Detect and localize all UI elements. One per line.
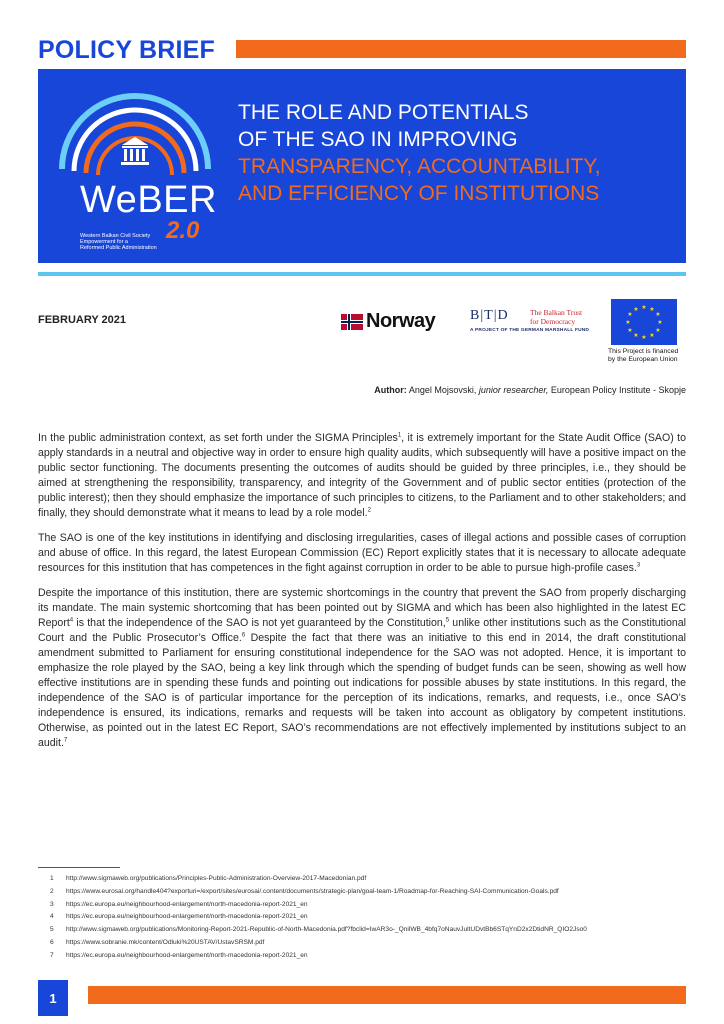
footer-accent-bar <box>88 986 686 1004</box>
footnote-link[interactable]: https://ec.europa.eu/neighbourhood-enlargement/north-macedonia-report-2021_en <box>66 900 308 908</box>
footnote-rule <box>38 867 120 868</box>
btd-name: The Balkan Trust for Democracy <box>530 308 583 326</box>
footnote-ref: 7 <box>63 737 68 744</box>
footnote-link[interactable]: http://www.sigmaweb.org/publications/Principles-Public-Administration-Overview-2017-Macedonian.pdf <box>66 875 367 882</box>
author-name: Angel Mojsovski, <box>408 385 477 395</box>
footnote-link[interactable]: https://ec.europa.eu/neighbourhood-enlargement/north-macedonia-report-2021_en <box>66 913 308 921</box>
btd-logo <box>470 308 590 333</box>
norway-flag-icon <box>341 314 363 330</box>
footnote-link[interactable]: https://ec.europa.eu/neighbourhood-enlargement/north-macedonia-report-2021_en <box>66 951 308 959</box>
svg-text:★: ★ <box>633 306 639 313</box>
weber-wordmark: WeBER <box>80 179 217 221</box>
eu-caption: This Project is financed by the European Union <box>608 348 679 363</box>
svg-text:★: ★ <box>649 332 655 339</box>
brief-label: POLICY BRIEF <box>38 36 215 64</box>
banner-underline <box>38 272 686 276</box>
footnote-ref: 6 <box>241 632 246 639</box>
page-number: 1 <box>38 980 68 1016</box>
footnote-link[interactable]: https://www.eurosai.org/handle404?exporturi=/export/sites/eurosai/.content/documents/strategic-plan/goal-team-1/Roadmap-for-Reaching-SAI-Communication-Goals.pdf <box>66 887 559 895</box>
author-role: junior researcher, <box>478 385 549 395</box>
svg-text:★: ★ <box>627 311 633 318</box>
publication-date: FEBRUARY 2021 <box>38 314 127 326</box>
svg-text:★: ★ <box>627 327 633 334</box>
author-org: European Policy Institute - Skopje <box>550 385 686 395</box>
title-banner <box>38 69 686 263</box>
footnote-ref: 5 <box>445 617 450 624</box>
footnote: 3 https://ec.europa.eu/neighbourhood-enlargement/north-macedonia-report-2021_en <box>50 900 308 908</box>
footnote-link[interactable]: http://www.sigmaweb.org/publications/Monitoring-Report-2021-Republic-of-North-Macedonia.pdf?fbclid=IwAR3o-_QnilWB_4bfq7oNauvJultUDvtBb6STqYnD2x2DtidNR_QIO2Jso0 <box>66 926 587 934</box>
svg-text:★: ★ <box>633 332 639 339</box>
footnote-ref: 3 <box>636 562 641 569</box>
footnote-ref: 1 <box>397 432 402 439</box>
footnote: 7 https://ec.europa.eu/neighbourhood-enlargement/north-macedonia-report-2021_en <box>50 951 308 959</box>
footnotes <box>38 873 698 963</box>
svg-text:★: ★ <box>657 319 663 326</box>
logo-subtitle: Western Balkan Civil Society Empowerment for a Reformed Public Administration <box>80 233 157 251</box>
brief-title: THE ROLE AND POTENTIALS OF THE SAO IN IMPROVING TRANSPARENCY, ACCOUNTABILITY, AND EFFICIENCY OF INSTITUTIONS <box>238 101 601 205</box>
footnote: 5 http://www.sigmaweb.org/publications/Monitoring-Report-2021-Republic-of-North-Macedonia.pdf?fbclid=IwAR3o-_QnilWB_4bfq7oNauvJultUDvtBb6STqYnD2x2DtidNR_QIO2Jso0 <box>50 926 587 934</box>
svg-text:★: ★ <box>655 311 661 318</box>
weber-logo <box>50 77 220 257</box>
weber-version: 2.0 <box>166 217 200 244</box>
footnote-ref: 4 <box>69 617 74 624</box>
paragraph-2: The SAO is one of the key institutions in identifying and disclosing irregularities, cases of illegal actions and possible cases of corruption and abuse of office. In this regard, the latest European Commission (EC) Report explicitly states that it is necessary to allocate adequate resources for this institution that has competences in the fight against corruption in order to be able to pursue high-profile cases.$^3$ <box>38 532 686 574</box>
footnote-ref: 2 <box>367 507 371 514</box>
svg-text:★: ★ <box>641 304 647 311</box>
footnote-link[interactable]: https://www.sobranie.mk/content/Odluki%20USTAV/UstavSRSM.pdf <box>66 938 265 946</box>
btd-subtitle: A PROJECT OF THE GERMAN MARSHALL FUND <box>470 328 590 333</box>
footnote: 6 https://www.sobranie.mk/content/Odluki%20USTAV/UstavSRSM.pdf <box>50 938 265 946</box>
paragraph-1: In the public administration context, as set forth under the SIGMA Principles$^1$, it is extremely important for the State Audit Office (SAO) to apply standards in a neutral and objective way in order to ensure high quality audits, which subsequently will have a positive impact on the public sector functioning. The documents presenting the outcomes of audits should be guided by three principles, i.e., they should be aimed at strengthening the responsibility, transparency, and integrity of the Government and of public sector entities (protection of the public interest); then they should emphasize the importance of such principles to citizens, to the Parliament and to other stakeholders; and finally, they should demonstrate what it means to lead by a role model.$^2$ <box>38 432 686 519</box>
footnote: 4 https://ec.europa.eu/neighbourhood-enlargement/north-macedonia-report-2021_en <box>50 913 308 921</box>
btd-mark: B|T|D <box>470 308 509 323</box>
paragraph-3: Despite the importance of this institution, there are systemic shortcomings in the country that prevent the SAO from properly discharging its mandate. The main systemic shortcoming that has been pointed out by SIGMA and which has been also highlighted in the latest EC Report$^4$ is that the independence of the SAO is not yet guaranteed by the Constitution,$^5$ unlike other institutions such as the Constitutional Court and the Public Prosecutor’s Office.$^6$ Despite the fact that there was an initiative to this end in 2014, the draft constitutional amendment submitted to Parliament for ensuring constitutional independence for the SAO was not adopted. Hence, it is important to emphasize the role played by the SAO, being a key link through which the spending of budget funds can be seen, showing as well how effective institutions are in spending these funds and pointing out indications for possible abuses by state institutions. In this regard, the independence of the SAO is of particular importance for the perception of its indications, remarks, and requests, i.e., once SAO’s independence is ensured, its indications, remarks and requests will be taken into account as obligatory by competent institutions. Otherwise, as pointed out in the latest EC Report, SAO’s recommendations are not effectively implemented by institutions subject to an audit.$^7$ <box>38 587 686 749</box>
header-accent-bar <box>236 40 686 58</box>
institution-arches-icon <box>50 77 220 187</box>
norway-logo <box>341 310 435 333</box>
author-label: Author: <box>374 385 407 395</box>
svg-text:★: ★ <box>655 327 661 334</box>
eu-flag-icon <box>611 299 677 345</box>
svg-text:★: ★ <box>641 334 647 341</box>
footnote: 1 http://www.sigmaweb.org/publications/Principles-Public-Administration-Overview-2017-Macedonian.pdf <box>50 875 367 882</box>
footnote: 2 https://www.eurosai.org/handle404?exporturi=/export/sites/eurosai/.content/documents/strategic-plan/goal-team-1/Roadmap-for-Reaching-SAI-Communication-Goals.pdf <box>50 887 559 895</box>
norway-wordmark: Norway <box>366 310 436 332</box>
author-line <box>374 385 686 395</box>
svg-text:★: ★ <box>649 306 655 313</box>
body-text <box>38 431 686 761</box>
svg-text:★: ★ <box>625 319 631 326</box>
